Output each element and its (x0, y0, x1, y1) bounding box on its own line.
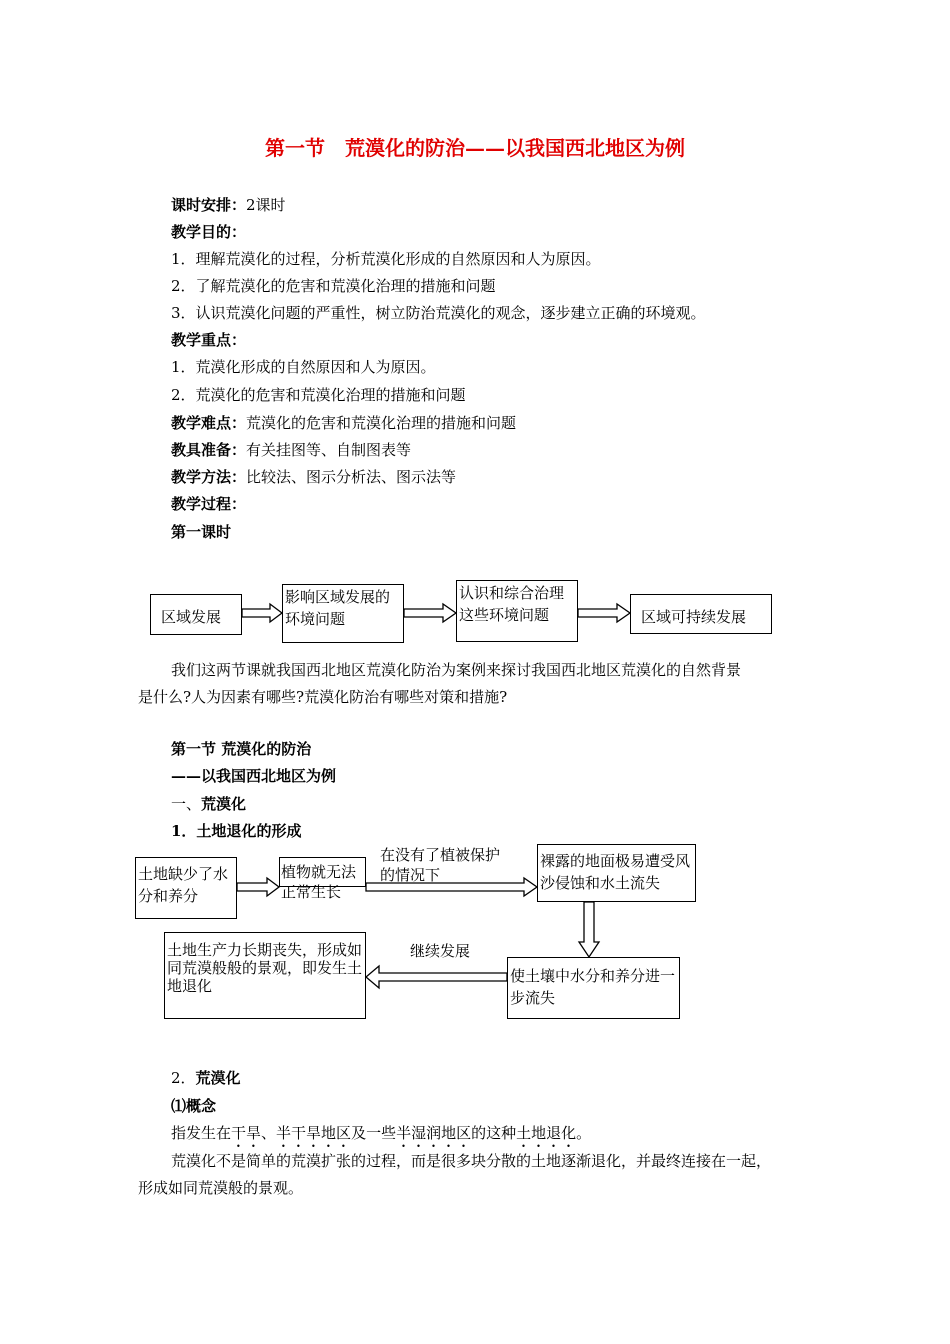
page-title: 第一节 荒漠化的防治——以我国西北地区为例 (265, 136, 685, 160)
flow1-box-governance: 认识和综合治理这些环境问题 (456, 580, 578, 642)
flow1-arrow-1 (242, 604, 282, 622)
tools-label: 教具准备： (171, 441, 247, 459)
schedule-label: 课时安排： (171, 196, 247, 214)
def-sep: 、 (261, 1124, 277, 1142)
key-points-label: 教学重点： (171, 331, 247, 349)
intro-line-1: 我们这两节课就我国西北地区荒漠化防治为案例来探讨我国西北地区荒漠化的自然背景 (171, 661, 742, 679)
section-subtitle: ——以我国西北地区为例 (171, 767, 337, 785)
concept-para-line-2: 形成如同荒漠般的景观。 (138, 1179, 304, 1197)
flow2-box-soil-loss: 使土壤中水分和养分进一步流失 (507, 957, 680, 1019)
sub2-heading (171, 1069, 241, 1087)
flow1-box-environment-issues: 影响区域发展的环境问题 (282, 584, 404, 643)
def-keyword-degradation: 土地退化 (516, 1124, 577, 1142)
key-point-item-2: 2．荒漠化的危害和荒漠化治理的措施和问题 (171, 386, 466, 404)
def-pre: 指发生在 (171, 1124, 232, 1142)
lesson1-heading: 第一课时 (171, 523, 232, 541)
methods-label: 教学方法： (171, 468, 247, 486)
def-mid2: 的这种 (471, 1124, 517, 1142)
schedule-value: 2课时 (246, 196, 286, 214)
def-keyword-arid: 干旱 (231, 1124, 262, 1142)
goal-item-1: 1．理解荒漠化的过程，分析荒漠化形成的自然原因和人为原因。 (171, 250, 601, 268)
part1-title: 荒漠化 (201, 795, 247, 813)
flow2-box-lack-water: 土地缺少了水分和养分 (135, 857, 237, 919)
concept-para-line-1: 荒漠化不是简单的荒漠扩张的过程，而是很多块分散的土地逐渐退化，并最终连接在一起， (171, 1152, 772, 1170)
tools-value: 有关挂图等、自制图表等 (246, 441, 412, 459)
concept-heading: ⑴概念 (171, 1097, 217, 1115)
def-keyword-semiarid: 半干旱地区 (276, 1124, 352, 1142)
sub1-heading: 1．土地退化的形成 (171, 822, 302, 840)
flow2-arrow-2 (366, 878, 537, 896)
sub2-number: 2． (171, 1069, 196, 1087)
flow2-label-no-vegetation: 在没有了植被保护的情况下 (380, 846, 501, 884)
intro-line-2: 是什么?人为因素有哪些?荒漠化防治有哪些对策和措施? (138, 688, 508, 706)
section-title: 第一节 荒漠化的防治 (171, 740, 312, 758)
flow1-arrow-3 (578, 604, 630, 622)
key-point-item-1: 1．荒漠化形成的自然原因和人为原因。 (171, 358, 436, 376)
difficulty-label: 教学难点： (171, 414, 247, 432)
process-label: 教学过程： (171, 495, 247, 513)
concept-definition (171, 1124, 591, 1151)
flow2-arrow-down (579, 902, 599, 957)
goal-item-2: 2．了解荒漠化的危害和荒漠化治理的措施和问题 (171, 277, 496, 295)
flow2-label-continue: 继续发展 (410, 942, 471, 960)
flow1-arrow-2 (404, 604, 456, 622)
flow1-box-sustainable: 区域可持续发展 (630, 594, 772, 634)
part1-number: 一、 (171, 795, 202, 813)
flow2-arrow-1 (237, 878, 279, 896)
flow2-box-plants-text: 植物就无法正常生长 (281, 863, 357, 901)
def-keyword-subhumid: 半湿润地区 (396, 1124, 472, 1142)
goal-item-3: 3．认识荒漠化问题的严重性，树立防治荒漠化的观念，逐步建立正确的环境观。 (171, 304, 706, 322)
flow2-box-land-degradation: 土地生产力长期丧失，形成如同荒漠般般的景观，即发生土地退化 (164, 932, 366, 1019)
sub2-title: 荒漠化 (195, 1069, 241, 1087)
difficulty-value: 荒漠化的危害和荒漠化治理的措施和问题 (246, 414, 517, 432)
methods-value: 比较法、图示分析法、图示法等 (246, 468, 457, 486)
flow2-box-bare-ground: 裸露的地面极易遭受风沙侵蚀和水土流失 (537, 844, 696, 902)
flow2-arrow-left (366, 966, 507, 988)
def-end: 。 (576, 1124, 592, 1142)
def-mid: 及一些 (351, 1124, 397, 1142)
flow1-box-region-development: 区域发展 (150, 594, 242, 635)
goals-label: 教学目的： (171, 223, 247, 241)
